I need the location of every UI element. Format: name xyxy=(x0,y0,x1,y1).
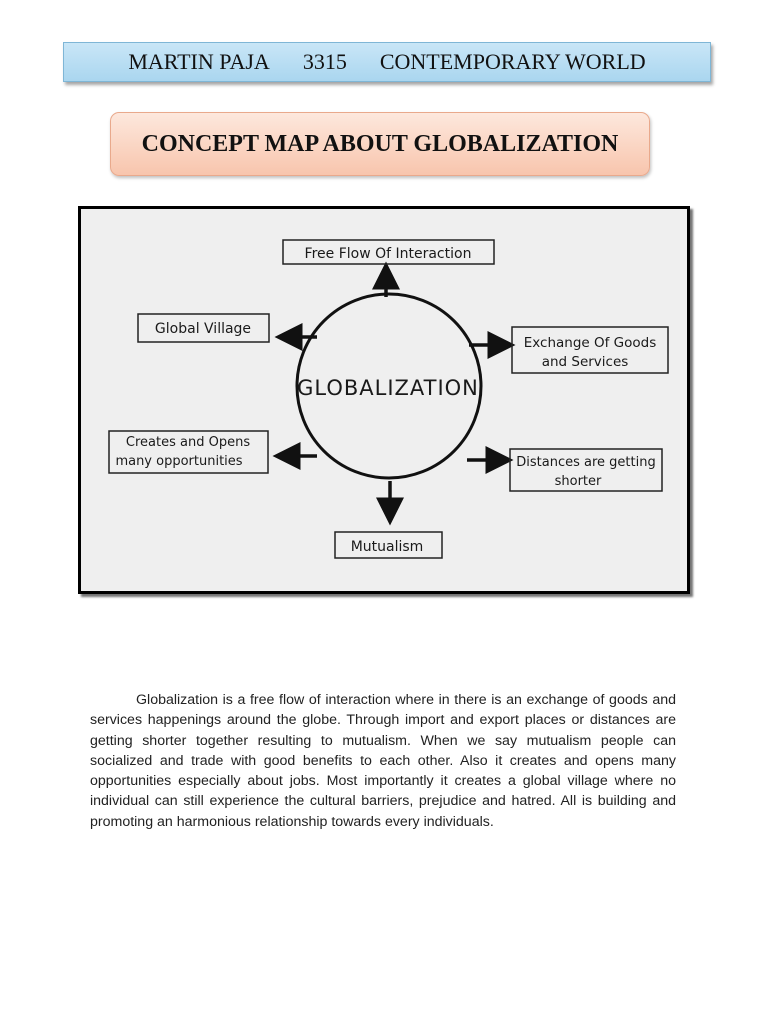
node-lower-left-line2: many opportunities xyxy=(115,454,243,469)
concept-map-image xyxy=(78,206,690,594)
center-label: GLOBALIZATION xyxy=(297,376,479,400)
page-title-box xyxy=(110,112,650,176)
node-upper-right-line1: Exchange Of Goods xyxy=(523,335,657,351)
node-lower-left-line1: Creates and Opens xyxy=(125,435,251,450)
node-lower-right-line2: shorter xyxy=(554,474,602,489)
node-upper-left-label: Global Village xyxy=(154,321,252,337)
header-bar xyxy=(63,42,711,82)
body-paragraph: Globalization is a free flow of interaction where in there is an exchange of goods and services happenings around the globe. Through import and export places or distances are getting shorter together resulting to mutualism. When we say mutualism people can socialized and trade with good benefits to each other. Also it creates and opens many opportunities especially about jobs. Most importantly it creates a global village where no individual can still experience the cultural barriers, prejudice and hatred. All is building and promoting an harmonious relationship towards every individuals. xyxy=(90,692,676,830)
author-name: MARTIN PAJA xyxy=(128,49,270,74)
course-name: CONTEMPORARY WORLD xyxy=(379,49,646,74)
node-upper-right-line2: and Services xyxy=(541,354,629,370)
section-code: 3315 xyxy=(302,49,347,74)
node-top-label: Free Flow Of Interaction xyxy=(304,246,472,262)
page-title: CONCEPT MAP ABOUT GLOBALIZATION xyxy=(141,130,619,157)
node-bottom-label: Mutualism xyxy=(350,539,424,555)
concept-map-drawing xyxy=(81,209,687,591)
node-lower-right-line1: Distances are getting xyxy=(516,455,656,470)
